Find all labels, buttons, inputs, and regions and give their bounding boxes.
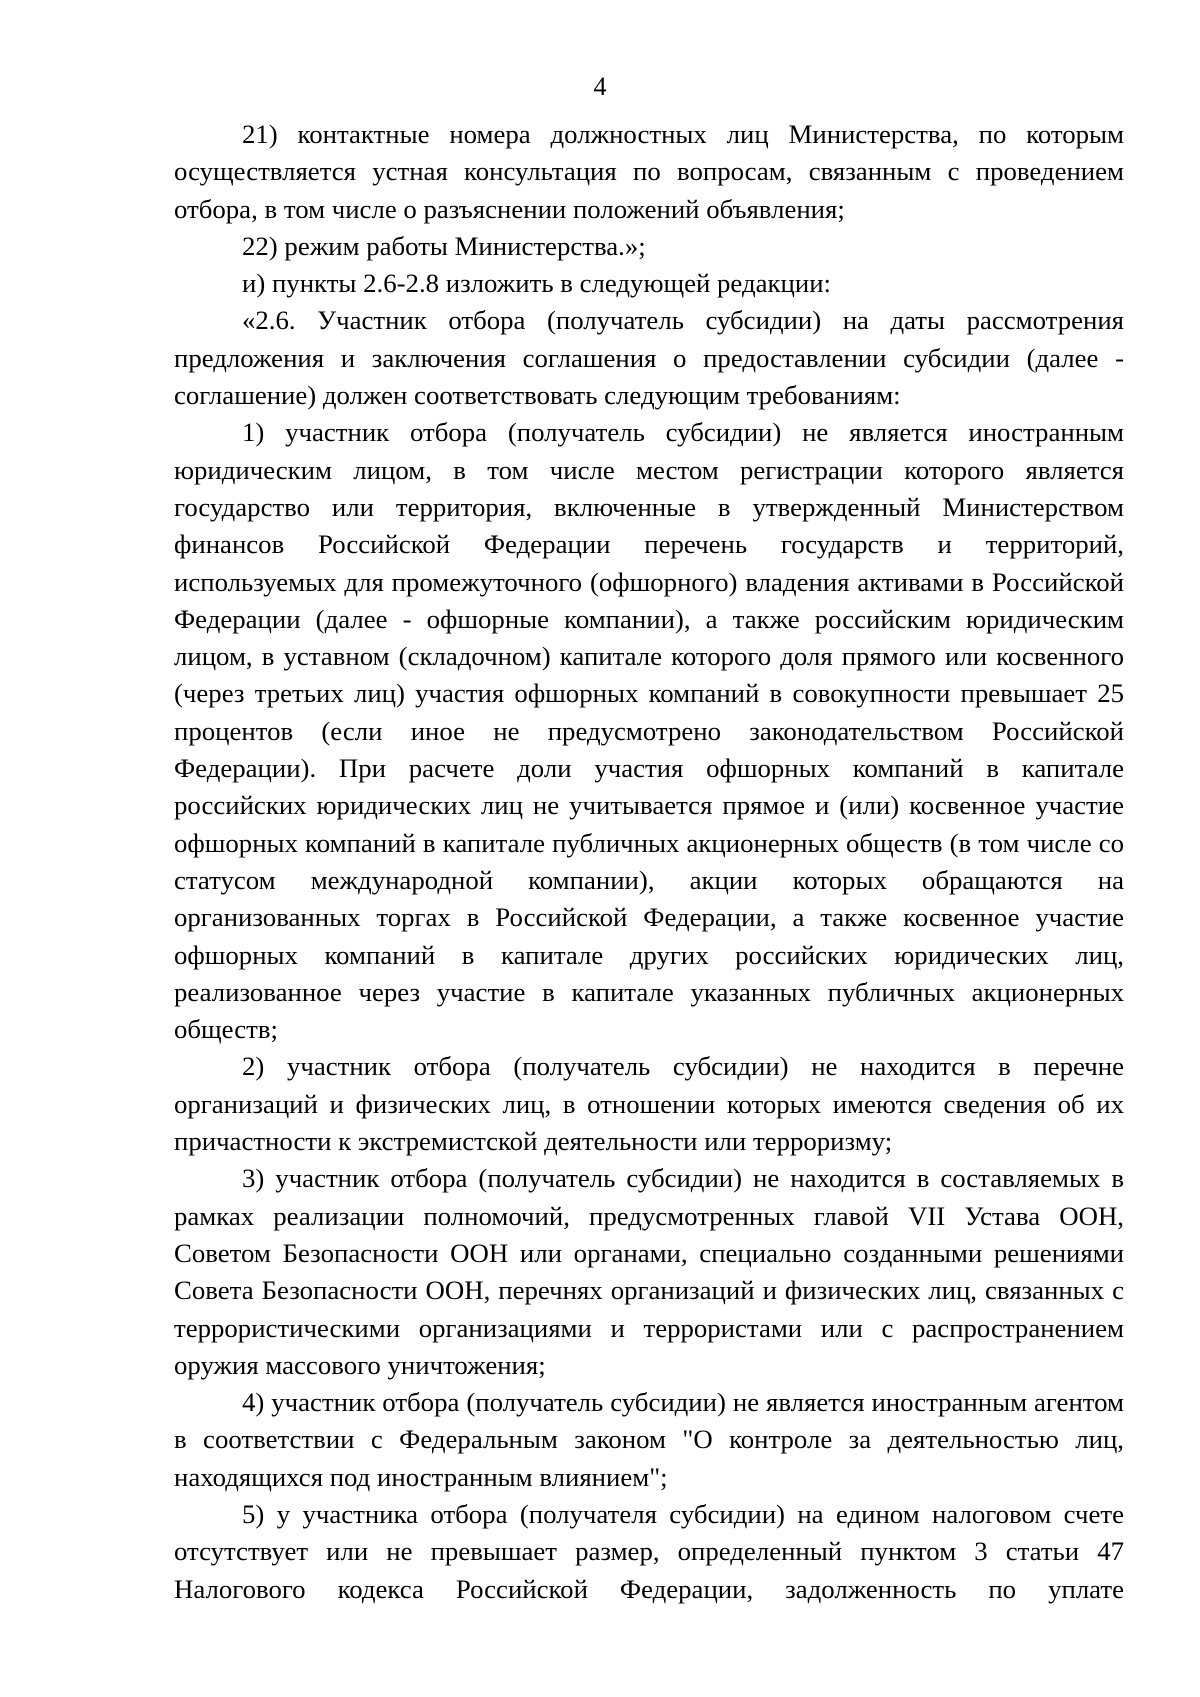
paragraph-clause-2-6: «2.6. Участник отбора (получатель субсидии) на даты рассмотрения предложения и заключения соглашения о предоставлении субсидии (далее - соглашение) должен соответствовать следующим требованиям: [174,305,1124,411]
document-body [174,116,1124,1608]
page-number: 4 [593,72,607,101]
paragraph-requirement-4-foreign-agent: 4) участник отбора (получатель субсидии) не является иностранным агентом в соответствии с Федеральным законом "О контроле за деятельностью лиц, находящихся под иностранным влиянием"; [174,1387,1124,1492]
paragraph-requirement-2-extremism: 2) участник отбора (получатель субсидии) не находится в перечне организаций и физических лиц, в отношении которых имеются сведения об их причастности к экстремистской деятельности или терроризму; [174,1051,1124,1157]
paragraph-item-21-contacts: 21) контактные номера должностных лиц Министерства, по которым осуществляется устная консультация по вопросам, связанным с проведением отбора, в том числе о разъяснении положений объявления; [174,119,1124,224]
paragraph-requirement-5-tax-debt: 5) у участника отбора (получателя субсидии) на едином налоговом счете отсутствует или не превышает размер, определенный пунктом 3 статьи 47 Налогового кодекса Российской Федерации, задолженность по уплате [174,1498,1124,1604]
paragraph-requirement-1-offshore: 1) участник отбора (получатель субсидии) не является иностранным юридическим лицом, в том числе местом регистрации которого является государство или территория, включенные в утвержденный Министерством финансов Российской Федерации перечень государств и территорий, используемых для промежуточного (офшорного) владения активами в Российской Федерации (далее - офшорные компании), а также российским юридическим лицом, в уставном (складочном) капитале которого доля прямого или косвенного (через третьих лиц) участия офшорных компаний в совокупности превышает 25 процентов (если иное не предусмотрено законодательством Российской Федерации). При расчете доли участия офшорных компаний в капитале российских юридических лиц не учитывается прямое и (или) косвенное участие офшорных компаний в капитале публичных акционерных обществ (в том числе со статусом международной компании), акции которых обращаются на организованных торгах в Российской Федерации, а также косвенное участие офшорных компаний в капитале других российских юридических лиц, реализованное через участие в капитале указанных публичных акционерных обществ; [174,417,1124,1045]
paragraph-amendment-i: и) пункты 2.6-2.8 изложить в следующей редакции: [242,268,831,299]
paragraph-item-22-work-schedule: 22) режим работы Министерства.»; [242,230,646,261]
paragraph-requirement-3-un-lists: 3) участник отбора (получатель субсидии) не находится в составляемых в рамках реализации полномочий, предусмотренных главой VII Устава ООН, Советом Безопасности ООН или органами, специально созданными решениями Совета Безопасности ООН, перечнях организаций и физических лиц, связанных с террористическими организациями и террористами или с распространением оружия массового уничтожения; [174,1163,1124,1380]
